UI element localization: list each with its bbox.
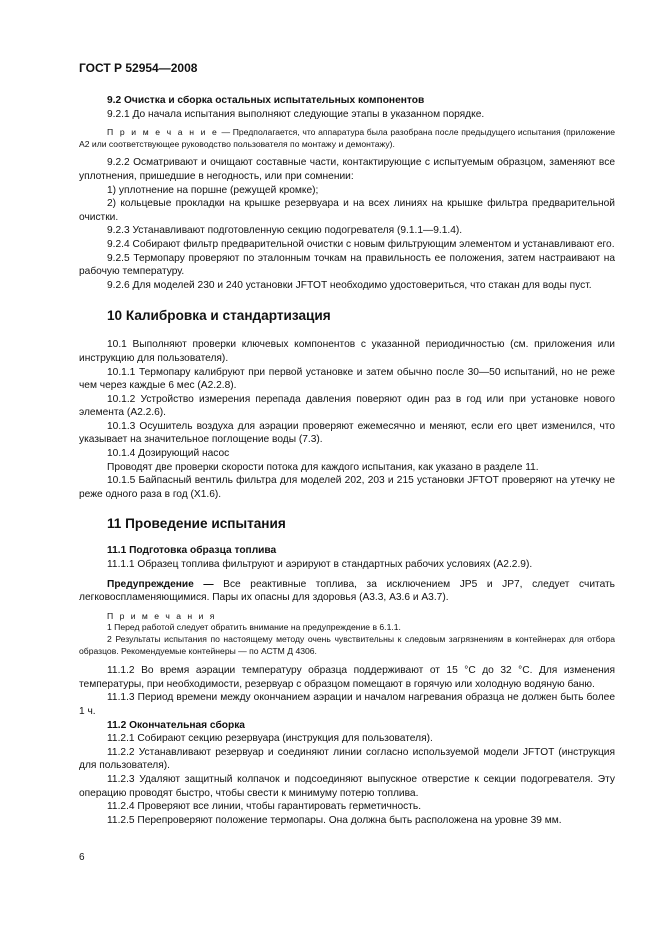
para-9-2-3: 9.2.3 Устанавливают подготовленную секцию подогревателя (9.1.1—9.1.4). — [107, 225, 463, 237]
note-1: 1 Перед работой следует обратить внимание на предупреждение в 6.1.1. — [107, 622, 401, 633]
para-9-2-2: 9.2.2 Осматривают и очищают составные части, контактирующие с испытуемым образцом, заменяют все уплотнения, пришедшие в негодность, или при сомнении: — [79, 157, 615, 182]
page-content — [79, 94, 615, 827]
para-9-2-6: 9.2.6 Для моделей 230 и 240 установки JFTOT необходимо удостовериться, что стакан для воды пуст. — [107, 279, 592, 291]
note-2: 2 Результаты испытания по настоящему методу очень чувствительны к следовым загрязнениям в контейнерах для отбора образцов. Рекомендуемые контейнеры — по АСТМ Д 4306. — [79, 634, 615, 656]
para-10-1: 10.1 Выполняют проверки ключевых компонентов с указанной периодичностью (см. приложения или инструкцию для пользователя). — [79, 339, 615, 364]
para-10-1-3: 10.1.3 Осушитель воздуха для аэрации проверяют ежемесячно и меняют, если его цвет изменился, что указывает на значительное поглощение воды (7.3). — [79, 420, 615, 446]
para-9-2-1: 9.2.1 До начала испытания выполняют следующие этапы в указанном порядке. — [107, 108, 485, 120]
para-11-2-5: 11.2.5 Перепроверяют положение термопары. Она должна быть расположена на уровне 39 мм. — [107, 814, 562, 826]
section-11-heading: 11 Проведение испытания — [107, 516, 286, 532]
para-11-2-4: 11.2.4 Проверяют все линии, чтобы гарантировать герметичность. — [107, 801, 422, 813]
section-11-1-heading: 11.1 Подготовка образца топлива — [107, 545, 277, 557]
warning-text: Все реактивные топлива, за исключением JP5 и JP7, следует считать легковоспламеняющимися. Пары их опасны для здоровья (А3.3, А3.6 и А3.7). — [79, 578, 615, 604]
list-item-2: 2) кольцевые прокладки на крышке резервуара и на всех линиях на крышке фильтра предварительной очистки. — [79, 198, 615, 223]
para-10-1-4-text: Проводят две проверки скорости потока для каждого испытания, как указано в разделе 11. — [107, 461, 539, 473]
note-9-2 — [79, 127, 615, 150]
para-11-2-1: 11.2.1 Собирают секцию резервуара (инструкция для пользователя). — [107, 733, 433, 745]
document-header: ГОСТ Р 52954—2008 — [79, 61, 198, 75]
para-11-1-1: 11.1.1 Образец топлива фильтруют и аэрируют в стандартных рабочих условиях (А2.2.9). — [107, 559, 533, 571]
note-label: П р и м е ч а н и е — [107, 127, 219, 138]
page-number: 6 — [79, 852, 85, 863]
para-9-2-5: 9.2.5 Термопару проверяют по эталонным точкам на правильность ее положения, затем настраивают на рабочую температуру. — [79, 252, 615, 278]
para-11-2-3: 11.2.3 Удаляют защитный колпачок и подсоединяют выпускное отверстие к секции подогревателя. Эту операцию проводят быстро, чтобы свести к минимуму потерю топлива. — [79, 773, 615, 799]
para-11-1-2: 11.1.2 Во время аэрации температуру образца поддерживают от 15 °С до 32 °С. Для изменения температуры, при необходимости, резервуар с образцом помещают в горячую или холодную водяную баню. — [79, 665, 615, 690]
para-11-1-3: 11.1.3 Период времени между окончанием аэрации и началом нагревания образца не должен быть более 1 ч. — [79, 692, 615, 717]
para-10-1-1: 10.1.1 Термопару калибруют при первой установке и затем обычно после 30—50 испытаний, но не реже чем через каждые 6 мес (А2.2.8). — [79, 366, 615, 392]
list-item-1: 1) уплотнение на поршне (режущей кромке); — [107, 184, 319, 196]
para-10-1-2: 10.1.2 Устройство измерения перепада давления поверяют один раз в год или при установке нового элемента (А2.2.6). — [79, 393, 615, 419]
para-10-1-5: 10.1.5 Байпасный вентиль фильтра для моделей 202, 203 и 215 установки JFTOT проверяют на утечку не реже одного раза в год (Х1.6). — [79, 475, 615, 500]
warning-label: Предупреждение — — [107, 578, 214, 590]
section-10-heading: 10 Калибровка и стандартизация — [107, 308, 331, 324]
para-10-1-4: 10.1.4 Дозирующий насос — [107, 448, 230, 460]
note-text: — Предполагается, что аппаратура была разобрана после предыдущего испытания (приложение А2 или соответствующее руководство пользователя по монтажу и демонтажу). — [79, 127, 616, 149]
section-9-2-heading: 9.2 Очистка и сборка остальных испытательных компонентов — [107, 95, 425, 106]
warning — [79, 578, 615, 605]
para-11-2-2: 11.2.2 Устанавливают резервуар и соединяют линии согласно используемой модели JFTOT (инструкция для пользователя). — [79, 746, 615, 772]
notes-label: П р и м е ч а н и я — [107, 610, 217, 621]
para-9-2-4: 9.2.4 Собирают фильтр предварительной очистки с новым фильтрующим элементом и устанавливают его. — [107, 238, 615, 250]
section-11-2-heading: 11.2 Окончательная сборка — [107, 719, 245, 731]
